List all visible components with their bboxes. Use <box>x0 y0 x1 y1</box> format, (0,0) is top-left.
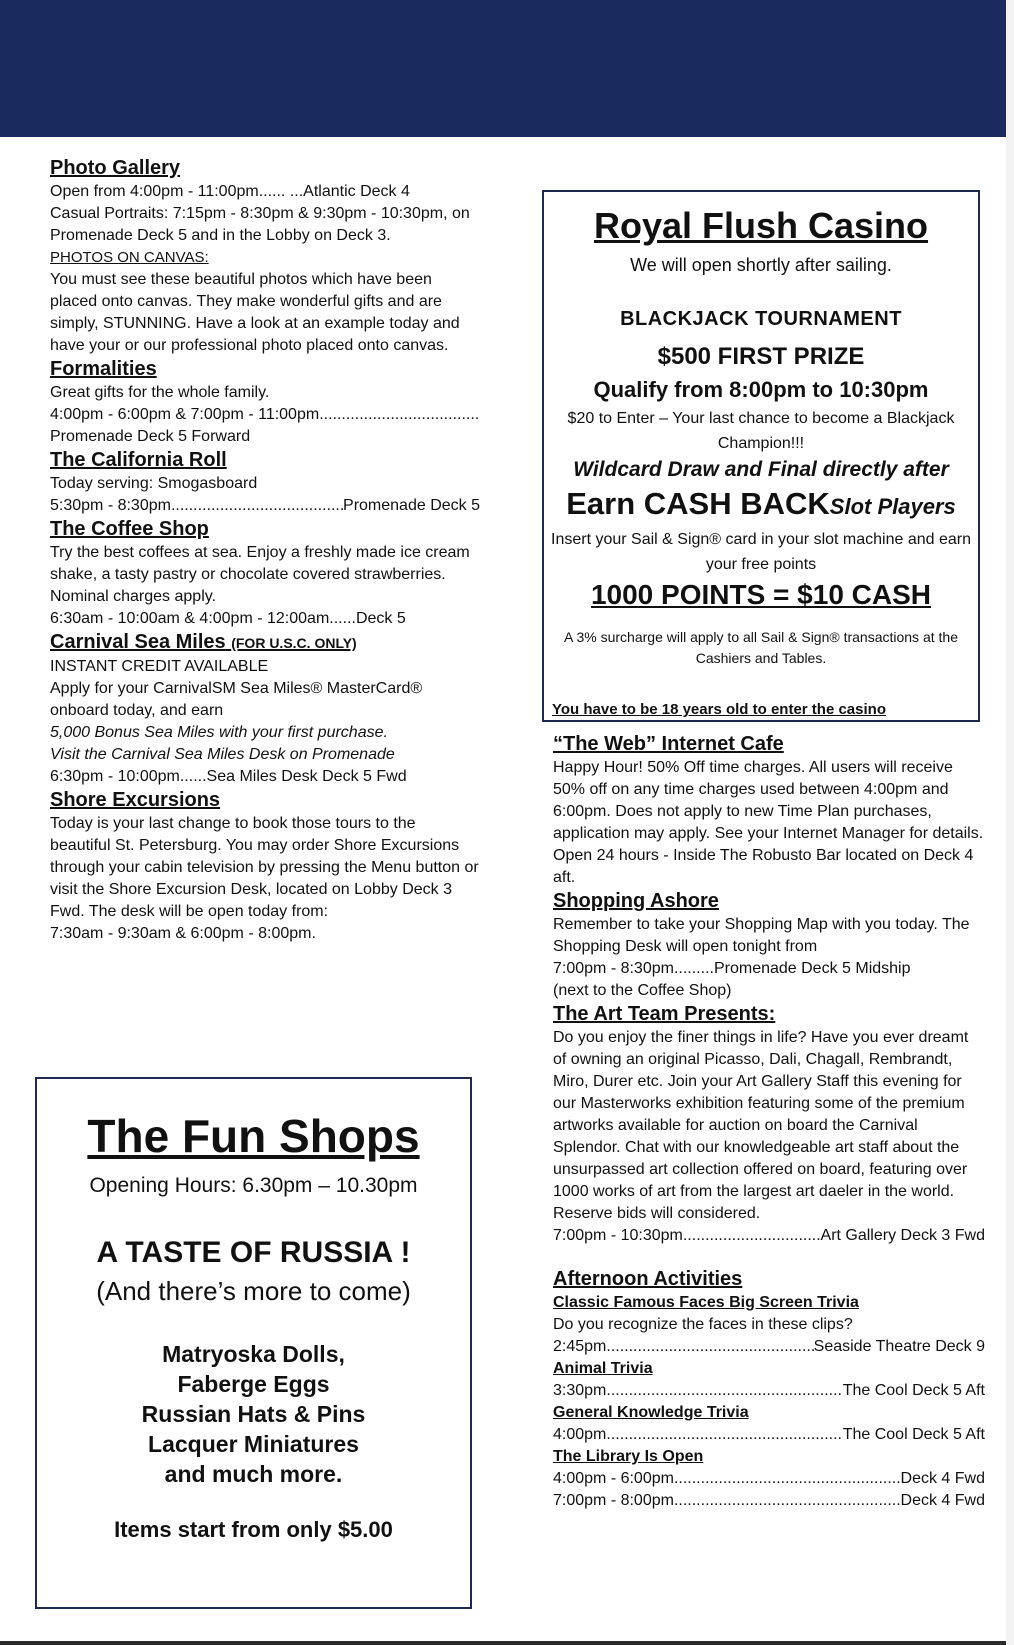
art-team-time: 7:00pm - 10:30pm <box>553 1227 683 1244</box>
photos-on-canvas-text: You must see these beautiful photos which have been placed onto canvas. They make wonderful gifts and are simply, STUNNING. Have a look at an example today and have your or our professional photo placed onto canvas. <box>50 271 460 354</box>
art-team-location: Art Gallery Deck 3 Fwd <box>820 1227 985 1244</box>
schedule-location: Seaside Theatre Deck 9 <box>813 1338 985 1355</box>
photo-gallery-hours: Open from 4:00pm - 11:00pm...... ...Atlantic Deck 4 <box>50 183 410 200</box>
internet-cafe-text: Happy Hour! 50% Off time charges. All users will receive 50% off on any time charges used between 4:00pm and 6:00pm. Does not apply to new Time Plan purchases, application may apply. See your Internet Manager for details. <box>553 759 984 842</box>
internet-cafe-hours: Open 24 hours - Inside The Robusto Bar located on Deck 4 aft. <box>553 847 974 886</box>
california-roll-title: The California Roll <box>50 449 227 471</box>
california-roll-text: Today serving: Smogasboard <box>50 475 258 492</box>
sea-miles-title <box>50 630 480 656</box>
qualify-times: Qualify from 8:00pm to 10:30pm <box>593 377 929 402</box>
fun-shops-price: Items start from only $5.00 <box>114 1517 393 1542</box>
surcharge-note: A 3% surcharge will apply to all Sail & Sign® transactions at the Cashiers and Tables. <box>564 629 958 666</box>
formalities-text: Great gifts for the whole family. <box>50 384 270 401</box>
leader-dots <box>674 1468 901 1490</box>
library-schedule-2 <box>553 1490 985 1512</box>
shore-excursions-time: 7:30am - 9:30am & 6:00pm - 8:00pm. <box>50 925 316 942</box>
art-team-text: Do you enjoy the finer things in life? Have you ever dreamt of owning an original Picasso, Dali, Chagall, Rembrandt, Miro, Durer etc. Join your Art Gallery Staff this evening for our Masterworks exhibition featuring some of the premium artworks available for auction on board the Carnival Splendor. Chat with our knowledgeable art staff about the unsurpassed art collection offered on board, featuring over 1000 works of art from the largest art daeler in the world. Reserve bids will considered. <box>553 1029 969 1222</box>
library-title: The Library Is Open <box>553 1448 704 1465</box>
coffee-shop-text: Try the best coffees at sea. Enjoy a freshly made ice cream shake, a tasty pastry or chocolate covered strawberries. Nominal charges apply. <box>50 544 470 605</box>
page-edge <box>1006 0 1014 1645</box>
cash-back-heading <box>544 484 978 527</box>
list-item: and much more. <box>164 1461 343 1487</box>
famous-faces-trivia-text: Do you recognize the faces in these clips? <box>553 1316 853 1333</box>
schedule-location: The Cool Deck 5 Aft <box>842 1426 985 1443</box>
coffee-shop-title: The Coffee Shop <box>50 518 209 540</box>
shopping-ashore-note: (next to the Coffee Shop) <box>553 982 732 999</box>
sail-sign-insert-text: Insert your Sail & Sign® card in your slot machine and earn your free points <box>551 531 971 573</box>
shore-excursions-title: Shore Excursions <box>50 789 221 811</box>
sea-miles-title-text: Carnival Sea Miles <box>50 631 226 653</box>
header-banner <box>0 0 1006 137</box>
california-roll-schedule <box>50 495 480 517</box>
california-roll-location: Promenade Deck 5 <box>343 497 480 514</box>
list-item: Russian Hats & Pins <box>141 1401 366 1427</box>
fun-shops-items <box>37 1339 470 1489</box>
general-knowledge-trivia-schedule <box>553 1424 985 1446</box>
art-team-title: The Art Team Presents: <box>553 1003 776 1025</box>
leader-dots <box>171 495 343 517</box>
photo-gallery-portraits: Casual Portraits: 7:15pm - 8:30pm & 9:30pm - 10:30pm, on Promenade Deck 5 and in the Lobby on Deck 3. <box>50 205 470 244</box>
shopping-ashore-text: Remember to take your Shopping Map with you today. The Shopping Desk will open tonight from <box>553 916 970 955</box>
california-roll-time: 5:30pm - 8:30pm <box>50 497 171 514</box>
shopping-ashore-title: Shopping Ashore <box>553 890 719 912</box>
formalities-title: Formalities <box>50 358 157 380</box>
list-item: Lacquer Miniatures <box>148 1431 359 1457</box>
schedule-location: Deck 4 Fwd <box>900 1470 985 1487</box>
schedule-time: 4:00pm <box>553 1426 607 1443</box>
schedule-time: 4:00pm - 6:00pm <box>553 1470 674 1487</box>
schedule-time: 2:45pm <box>553 1338 607 1355</box>
age-requirement: You have to be 18 years old to enter the casino <box>552 701 886 718</box>
animal-trivia-title: Animal Trivia <box>553 1360 653 1377</box>
sea-miles-visit: Visit the Carnival Sea Miles Desk on Promenade <box>50 746 395 763</box>
leader-dots <box>674 1490 901 1512</box>
right-column <box>553 732 985 1512</box>
schedule-location: The Cool Deck 5 Aft <box>842 1382 985 1399</box>
schedule-time: 7:00pm - 8:00pm <box>553 1492 674 1509</box>
sea-miles-title-note: (FOR U.S.C. ONLY) <box>231 635 357 651</box>
sea-miles-apply: Apply for your CarnivalSM Sea Miles® MasterCard® onboard today, and earn <box>50 680 423 719</box>
formalities-time: 4:00pm - 6:00pm & 7:00pm - 11:00pm <box>50 406 320 423</box>
schedule-time: 3:30pm <box>553 1382 607 1399</box>
schedule-location: Deck 4 Fwd <box>900 1492 985 1509</box>
list-item: Matryoska Dolls, <box>162 1341 345 1367</box>
internet-cafe-title: “The Web” Internet Cafe <box>553 733 784 755</box>
general-knowledge-trivia-title: General Knowledge Trivia <box>553 1404 749 1421</box>
casino-box <box>542 190 980 722</box>
fun-shops-title: The Fun Shops <box>87 1110 420 1162</box>
first-prize: $500 FIRST PRIZE <box>657 343 865 370</box>
photos-on-canvas-heading: PHOTOS ON CANVAS: <box>50 249 209 266</box>
leader-dots <box>683 1225 821 1247</box>
famous-faces-trivia-schedule <box>553 1336 985 1358</box>
fun-shops-hours: Opening Hours: 6.30pm – 10.30pm <box>89 1174 418 1197</box>
art-team-schedule <box>553 1225 985 1247</box>
more-to-come-text: (And there’s more to come) <box>96 1276 411 1306</box>
leader-dots <box>319 404 480 426</box>
taste-of-russia-heading: A TASTE OF RUSSIA ! <box>96 1236 411 1269</box>
casino-open-text: We will open shortly after sailing. <box>630 255 892 275</box>
leader-dots <box>606 1336 813 1358</box>
sea-miles-instant: INSTANT CREDIT AVAILABLE <box>50 658 269 675</box>
famous-faces-trivia-title: Classic Famous Faces Big Screen Trivia <box>553 1294 859 1311</box>
leader-dots <box>606 1424 842 1446</box>
sea-miles-time: 6:30pm - 10:00pm......Sea Miles Desk Deck 5 Fwd <box>50 768 407 785</box>
entry-fee-text: $20 to Enter – Your last chance to become a Blackjack Champion!!! <box>567 410 955 452</box>
fun-shops-box <box>35 1077 472 1609</box>
list-item: Faberge Eggs <box>177 1371 330 1397</box>
animal-trivia-schedule <box>553 1380 985 1402</box>
left-column <box>50 156 480 945</box>
shore-excursions-text: Today is your last change to book those tours to the beautiful St. Petersburg. You may order Shore Excursions through your cabin television by pressing the Menu button or visit the Shore Excursion Desk, located on Lobby Deck 3 Fwd. The desk will be open today from: <box>50 815 479 920</box>
leader-dots <box>606 1380 842 1402</box>
slot-players-text: Slot Players <box>829 494 956 519</box>
library-schedule-1 <box>553 1468 985 1490</box>
blackjack-tournament-heading: BLACKJACK TOURNAMENT <box>620 308 902 330</box>
points-offer: 1000 POINTS = $10 CASH <box>590 579 932 610</box>
coffee-shop-time: 6:30am - 10:00am & 4:00pm - 12:00am......Deck 5 <box>50 610 406 627</box>
photo-gallery-title: Photo Gallery <box>50 157 181 179</box>
wildcard-text: Wildcard Draw and Final directly after <box>573 458 949 481</box>
shopping-ashore-time: 7:00pm - 8:30pm.........Promenade Deck 5 Midship <box>553 960 911 977</box>
sea-miles-bonus: 5,000 Bonus Sea Miles with your first purchase. <box>50 724 388 741</box>
formalities-schedule <box>50 404 480 426</box>
afternoon-activities-title: Afternoon Activities <box>553 1268 743 1290</box>
formalities-location: Promenade Deck 5 Forward <box>50 428 251 445</box>
casino-title: Royal Flush Casino <box>593 205 929 246</box>
bottom-border <box>0 1641 1006 1645</box>
cash-back-text: Earn CASH BACK <box>566 486 830 521</box>
